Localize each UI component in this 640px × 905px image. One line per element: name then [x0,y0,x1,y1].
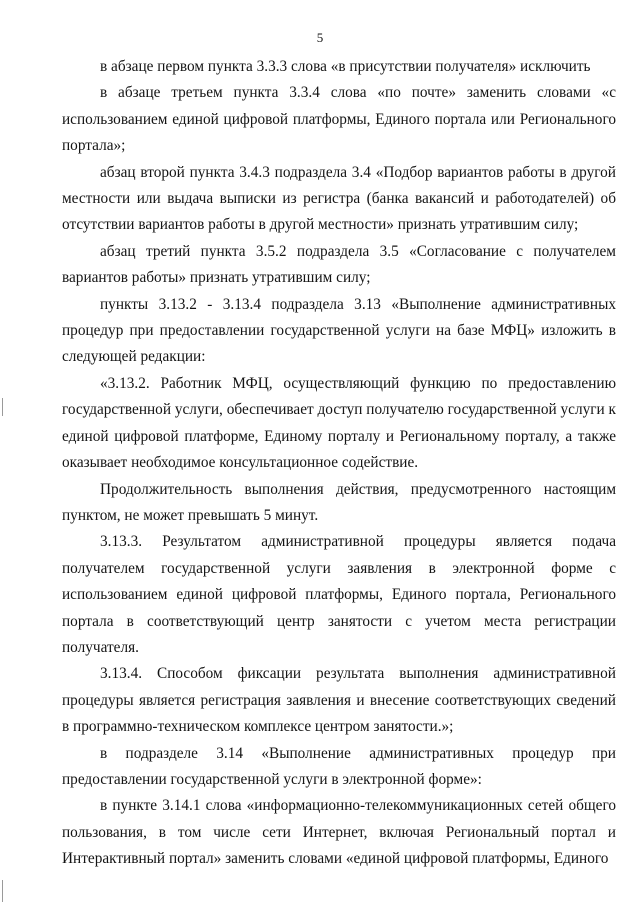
paragraph: в пункте 3.14.1 слова «информационно-телекоммуникационных сетей общего пользования, в том числе сети Интернет, включая Региональный портал и Интерактивный портал» заменить словами «единой цифровой платформы, Единого [62,797,616,868]
paragraph: абзац второй пункта 3.4.3 подраздела 3.4 «Подбор вариантов работы в другой местности или выдача выписки из регистра (банка вакансий и работодателей) об отсутствии вариантов работы в другой местности» признать утратившим силу; [62,163,616,234]
paragraph: в абзаце третьем пункта 3.3.4 слова «по почте» заменить словами «с использованием единой цифровой платформы, Единого портала или Регионального портала»; [62,84,616,155]
paragraph: в абзаце первом пункта 3.3.3 слова «в присутствии получателя» исключить [100,58,591,75]
paragraph: Продолжительность выполнения действия, предусмотренного настоящим пунктом, не может превышать 5 минут. [62,480,616,524]
paragraph: 3.13.4. Способом фиксации результата выполнения административной процедуры является регистрация заявления и внесение соответствующих сведений в программно-техническом комплексе центром занятости.»; [62,665,616,736]
paragraph: абзац третий пункта 3.5.2 подраздела 3.5 «Согласование с получателем вариантов работы» признать утратившим силу; [62,242,616,287]
document-body [62,54,616,873]
paragraph: «3.13.2. Работник МФЦ, осуществляющий функцию по предоставлению государственной услуги, обеспечивает доступ получателю государственной услуги к единой цифровой платформе, Единому порталу и Региональному порталу, а также оказывает необходимое консультационное содействие. [62,374,616,472]
scan-margin-mark [2,398,3,416]
paragraph: в подразделе 3.14 «Выполнение административных процедур при предоставлении государственной услуги в электронной форме»: [62,744,616,788]
scan-margin-mark [2,880,3,902]
page-number: 5 [316,30,324,45]
paragraph: 3.13.3. Результатом административной процедуры является подача получателем государственной услуги заявления в электронной форме с использованием единой цифровой платформы, Единого портала, Регионального портала в соответствующий центр занятости с учетом места регистрации получателя. [62,533,616,656]
paragraph: пункты 3.13.2 - 3.13.4 подраздела 3.13 «Выполнение административных процедур при предоставлении государственной услуги на базе МФЦ» изложить в следующей редакции: [62,295,616,366]
